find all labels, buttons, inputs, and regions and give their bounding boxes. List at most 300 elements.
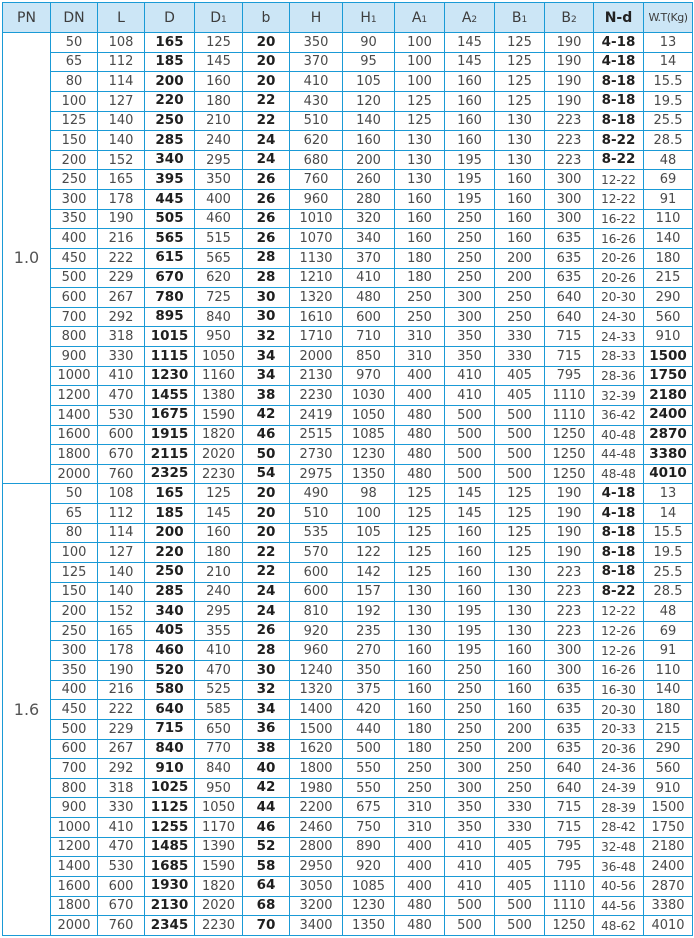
wt-cell: 1500 — [644, 347, 693, 367]
b-cell: 24 — [243, 150, 290, 170]
b2-cell: 795 — [545, 857, 594, 877]
table-row — [3, 111, 693, 131]
table-row — [3, 837, 693, 857]
d-cell: 1675 — [145, 405, 195, 425]
wt-cell: 28.5 — [644, 582, 693, 602]
h1-cell: 370 — [343, 248, 395, 268]
h-cell: 370 — [290, 52, 343, 72]
h1-cell: 270 — [343, 641, 395, 661]
b-cell: 46 — [243, 818, 290, 838]
dn-cell: 1200 — [51, 837, 98, 857]
b-cell: 20 — [243, 484, 290, 504]
b-cell: 26 — [243, 229, 290, 249]
h-cell: 2419 — [290, 405, 343, 425]
wt-cell: 180 — [644, 248, 693, 268]
h1-cell: 375 — [343, 680, 395, 700]
d-cell: 445 — [145, 190, 195, 210]
b-cell: 28 — [243, 641, 290, 661]
b2-cell: 715 — [545, 327, 594, 347]
d1-cell: 145 — [195, 504, 243, 524]
h-cell: 2230 — [290, 386, 343, 406]
wt-cell: 4010 — [644, 464, 693, 484]
b1-cell: 130 — [495, 150, 545, 170]
dn-cell: 50 — [51, 33, 98, 53]
header-h: H — [290, 3, 343, 33]
b-cell: 32 — [243, 680, 290, 700]
header-nd: N-d — [594, 3, 644, 33]
h-cell: 2460 — [290, 818, 343, 838]
table-row — [3, 464, 693, 484]
table-row — [3, 307, 693, 327]
a1-cell: 180 — [395, 739, 445, 759]
dn-cell: 500 — [51, 719, 98, 739]
a1-cell: 125 — [395, 562, 445, 582]
d-cell: 405 — [145, 621, 195, 641]
header-d1: D1 — [195, 3, 243, 33]
h-cell: 535 — [290, 523, 343, 543]
nd-cell: 8-18 — [594, 72, 644, 92]
d-cell: 185 — [145, 504, 195, 524]
wt-cell: 2180 — [644, 837, 693, 857]
a2-cell: 500 — [445, 464, 495, 484]
wt-cell: 2870 — [644, 876, 693, 896]
a1-cell: 125 — [395, 91, 445, 111]
nd-cell: 32-48 — [594, 837, 644, 857]
b-cell: 64 — [243, 876, 290, 896]
nd-cell: 8-18 — [594, 111, 644, 131]
d1-cell: 210 — [195, 562, 243, 582]
wt-cell: 13 — [644, 484, 693, 504]
h1-cell: 1230 — [343, 445, 395, 465]
h-cell: 2130 — [290, 366, 343, 386]
d1-cell: 565 — [195, 248, 243, 268]
b-cell: 22 — [243, 562, 290, 582]
b2-cell: 190 — [545, 484, 594, 504]
dn-cell: 125 — [51, 562, 98, 582]
b-cell: 34 — [243, 700, 290, 720]
b2-cell: 223 — [545, 602, 594, 622]
header-row — [3, 3, 693, 33]
a1-cell: 130 — [395, 170, 445, 190]
wt-cell: 14 — [644, 504, 693, 524]
b2-cell: 1250 — [545, 445, 594, 465]
b2-cell: 223 — [545, 150, 594, 170]
wt-cell: 48 — [644, 150, 693, 170]
header-b: b — [243, 3, 290, 33]
h1-cell: 350 — [343, 661, 395, 681]
d1-cell: 2020 — [195, 896, 243, 916]
table-row — [3, 52, 693, 72]
wt-cell: 2870 — [644, 425, 693, 445]
a1-cell: 180 — [395, 268, 445, 288]
b1-cell: 200 — [495, 268, 545, 288]
d1-cell: 1170 — [195, 818, 243, 838]
a1-cell: 250 — [395, 759, 445, 779]
d-cell: 200 — [145, 523, 195, 543]
pn-cell: 1.0 — [3, 33, 51, 484]
wt-cell: 3380 — [644, 896, 693, 916]
d-cell: 615 — [145, 248, 195, 268]
l-cell: 222 — [98, 700, 145, 720]
b1-cell: 200 — [495, 739, 545, 759]
table-row — [3, 582, 693, 602]
l-cell: 330 — [98, 798, 145, 818]
b2-cell: 635 — [545, 700, 594, 720]
b2-cell: 1110 — [545, 386, 594, 406]
d1-cell: 180 — [195, 543, 243, 563]
l-cell: 140 — [98, 562, 145, 582]
nd-cell: 24-39 — [594, 778, 644, 798]
b2-cell: 715 — [545, 798, 594, 818]
b2-cell: 1250 — [545, 464, 594, 484]
b-cell: 22 — [243, 111, 290, 131]
a1-cell: 310 — [395, 327, 445, 347]
h1-cell: 192 — [343, 602, 395, 622]
table-row — [3, 190, 693, 210]
d1-cell: 460 — [195, 209, 243, 229]
nd-cell: 4-18 — [594, 52, 644, 72]
b1-cell: 160 — [495, 229, 545, 249]
h1-cell: 1085 — [343, 425, 395, 445]
wt-cell: 290 — [644, 739, 693, 759]
l-cell: 190 — [98, 661, 145, 681]
dn-cell: 350 — [51, 661, 98, 681]
dn-cell: 50 — [51, 484, 98, 504]
a2-cell: 160 — [445, 111, 495, 131]
b-cell: 20 — [243, 523, 290, 543]
b-cell: 26 — [243, 209, 290, 229]
l-cell: 114 — [98, 72, 145, 92]
table-row — [3, 229, 693, 249]
d1-cell: 1380 — [195, 386, 243, 406]
l-cell: 600 — [98, 425, 145, 445]
wt-cell: 560 — [644, 759, 693, 779]
d1-cell: 585 — [195, 700, 243, 720]
table-row — [3, 288, 693, 308]
nd-cell: 8-18 — [594, 91, 644, 111]
d1-cell: 355 — [195, 621, 243, 641]
l-cell: 165 — [98, 170, 145, 190]
b1-cell: 125 — [495, 72, 545, 92]
l-cell: 108 — [98, 484, 145, 504]
a1-cell: 180 — [395, 719, 445, 739]
table-row — [3, 347, 693, 367]
nd-cell: 44-48 — [594, 445, 644, 465]
table-row — [3, 798, 693, 818]
d1-cell: 295 — [195, 150, 243, 170]
a1-cell: 250 — [395, 288, 445, 308]
header-a2: A2 — [445, 3, 495, 33]
a2-cell: 350 — [445, 798, 495, 818]
table-row — [3, 33, 693, 53]
b1-cell: 130 — [495, 562, 545, 582]
h1-cell: 1085 — [343, 876, 395, 896]
b-cell: 20 — [243, 504, 290, 524]
d-cell: 1015 — [145, 327, 195, 347]
b2-cell: 715 — [545, 347, 594, 367]
h1-cell: 550 — [343, 759, 395, 779]
d1-cell: 1050 — [195, 347, 243, 367]
h1-cell: 600 — [343, 307, 395, 327]
b1-cell: 250 — [495, 288, 545, 308]
table-row — [3, 896, 693, 916]
d-cell: 185 — [145, 52, 195, 72]
b2-cell: 300 — [545, 641, 594, 661]
b-cell: 50 — [243, 445, 290, 465]
d-cell: 285 — [145, 131, 195, 151]
table-row — [3, 759, 693, 779]
nd-cell: 8-22 — [594, 582, 644, 602]
header-a1: A1 — [395, 3, 445, 33]
wt-cell: 215 — [644, 719, 693, 739]
h1-cell: 105 — [343, 523, 395, 543]
h1-cell: 200 — [343, 150, 395, 170]
h1-cell: 750 — [343, 818, 395, 838]
a1-cell: 130 — [395, 621, 445, 641]
b1-cell: 405 — [495, 366, 545, 386]
wt-cell: 180 — [644, 700, 693, 720]
h-cell: 510 — [290, 504, 343, 524]
h1-cell: 1030 — [343, 386, 395, 406]
d1-cell: 770 — [195, 739, 243, 759]
a2-cell: 350 — [445, 347, 495, 367]
nd-cell: 12-26 — [594, 641, 644, 661]
dn-cell: 1200 — [51, 386, 98, 406]
table-row — [3, 366, 693, 386]
d1-cell: 840 — [195, 759, 243, 779]
nd-cell: 16-26 — [594, 661, 644, 681]
table-row — [3, 876, 693, 896]
d-cell: 840 — [145, 739, 195, 759]
b-cell: 30 — [243, 661, 290, 681]
h1-cell: 90 — [343, 33, 395, 53]
b-cell: 26 — [243, 621, 290, 641]
l-cell: 222 — [98, 248, 145, 268]
d-cell: 250 — [145, 562, 195, 582]
l-cell: 600 — [98, 876, 145, 896]
a2-cell: 350 — [445, 327, 495, 347]
h1-cell: 890 — [343, 837, 395, 857]
l-cell: 229 — [98, 268, 145, 288]
d-cell: 2130 — [145, 896, 195, 916]
a1-cell: 160 — [395, 680, 445, 700]
a2-cell: 145 — [445, 52, 495, 72]
h-cell: 920 — [290, 621, 343, 641]
b2-cell: 190 — [545, 523, 594, 543]
a1-cell: 310 — [395, 818, 445, 838]
header-b1: B1 — [495, 3, 545, 33]
nd-cell: 16-30 — [594, 680, 644, 700]
dn-cell: 700 — [51, 759, 98, 779]
b-cell: 34 — [243, 366, 290, 386]
d1-cell: 2230 — [195, 916, 243, 936]
h-cell: 570 — [290, 543, 343, 563]
b1-cell: 250 — [495, 778, 545, 798]
h-cell: 2975 — [290, 464, 343, 484]
wt-cell: 28.5 — [644, 131, 693, 151]
a1-cell: 400 — [395, 366, 445, 386]
l-cell: 152 — [98, 602, 145, 622]
wt-cell: 2400 — [644, 405, 693, 425]
h1-cell: 140 — [343, 111, 395, 131]
a1-cell: 130 — [395, 602, 445, 622]
a1-cell: 160 — [395, 700, 445, 720]
a1-cell: 125 — [395, 504, 445, 524]
a1-cell: 100 — [395, 52, 445, 72]
b-cell: 20 — [243, 72, 290, 92]
nd-cell: 20-30 — [594, 288, 644, 308]
b-cell: 30 — [243, 288, 290, 308]
d-cell: 895 — [145, 307, 195, 327]
h-cell: 3200 — [290, 896, 343, 916]
b1-cell: 160 — [495, 641, 545, 661]
a1-cell: 160 — [395, 190, 445, 210]
b1-cell: 200 — [495, 248, 545, 268]
l-cell: 216 — [98, 680, 145, 700]
h-cell: 600 — [290, 562, 343, 582]
l-cell: 190 — [98, 209, 145, 229]
d-cell: 460 — [145, 641, 195, 661]
a2-cell: 195 — [445, 170, 495, 190]
a2-cell: 300 — [445, 288, 495, 308]
b2-cell: 715 — [545, 818, 594, 838]
a2-cell: 500 — [445, 425, 495, 445]
h1-cell: 100 — [343, 504, 395, 524]
a2-cell: 250 — [445, 700, 495, 720]
h-cell: 1210 — [290, 268, 343, 288]
a2-cell: 250 — [445, 719, 495, 739]
b1-cell: 130 — [495, 131, 545, 151]
nd-cell: 48-48 — [594, 464, 644, 484]
a2-cell: 250 — [445, 248, 495, 268]
l-cell: 114 — [98, 523, 145, 543]
header-dn: DN — [51, 3, 98, 33]
a2-cell: 160 — [445, 91, 495, 111]
nd-cell: 8-18 — [594, 523, 644, 543]
a1-cell: 310 — [395, 347, 445, 367]
a2-cell: 500 — [445, 405, 495, 425]
b-cell: 24 — [243, 131, 290, 151]
b1-cell: 130 — [495, 602, 545, 622]
wt-cell: 2180 — [644, 386, 693, 406]
b1-cell: 500 — [495, 896, 545, 916]
nd-cell: 8-18 — [594, 543, 644, 563]
l-cell: 530 — [98, 857, 145, 877]
h1-cell: 675 — [343, 798, 395, 818]
a1-cell: 250 — [395, 307, 445, 327]
b-cell: 38 — [243, 739, 290, 759]
wt-cell: 15.5 — [644, 72, 693, 92]
dn-cell: 1400 — [51, 405, 98, 425]
h1-cell: 105 — [343, 72, 395, 92]
h-cell: 2000 — [290, 347, 343, 367]
table-row — [3, 72, 693, 92]
b-cell: 24 — [243, 602, 290, 622]
d1-cell: 2020 — [195, 445, 243, 465]
b-cell: 40 — [243, 759, 290, 779]
b2-cell: 1250 — [545, 916, 594, 936]
b-cell: 26 — [243, 190, 290, 210]
a1-cell: 130 — [395, 131, 445, 151]
h1-cell: 122 — [343, 543, 395, 563]
l-cell: 267 — [98, 739, 145, 759]
h1-cell: 1350 — [343, 916, 395, 936]
d-cell: 565 — [145, 229, 195, 249]
a2-cell: 250 — [445, 229, 495, 249]
d-cell: 1025 — [145, 778, 195, 798]
nd-cell: 44-56 — [594, 896, 644, 916]
l-cell: 292 — [98, 307, 145, 327]
b2-cell: 223 — [545, 111, 594, 131]
b1-cell: 130 — [495, 111, 545, 131]
d-cell: 2325 — [145, 464, 195, 484]
table-row — [3, 602, 693, 622]
a1-cell: 480 — [395, 425, 445, 445]
b1-cell: 160 — [495, 700, 545, 720]
wt-cell: 110 — [644, 209, 693, 229]
table-row — [3, 504, 693, 524]
wt-cell: 140 — [644, 680, 693, 700]
l-cell: 108 — [98, 33, 145, 53]
b1-cell: 125 — [495, 484, 545, 504]
nd-cell: 24-36 — [594, 759, 644, 779]
d-cell: 285 — [145, 582, 195, 602]
dn-cell: 65 — [51, 52, 98, 72]
h-cell: 1980 — [290, 778, 343, 798]
header-d: D — [145, 3, 195, 33]
a2-cell: 350 — [445, 818, 495, 838]
dn-cell: 900 — [51, 798, 98, 818]
d-cell: 1915 — [145, 425, 195, 445]
h1-cell: 410 — [343, 268, 395, 288]
d1-cell: 1590 — [195, 405, 243, 425]
h1-cell: 440 — [343, 719, 395, 739]
h-cell: 1800 — [290, 759, 343, 779]
a1-cell: 480 — [395, 896, 445, 916]
a1-cell: 100 — [395, 72, 445, 92]
b1-cell: 500 — [495, 425, 545, 445]
b1-cell: 405 — [495, 837, 545, 857]
d1-cell: 240 — [195, 131, 243, 151]
wt-cell: 48 — [644, 602, 693, 622]
table-row — [3, 916, 693, 936]
a1-cell: 310 — [395, 798, 445, 818]
a2-cell: 160 — [445, 582, 495, 602]
h1-cell: 1230 — [343, 896, 395, 916]
d1-cell: 1590 — [195, 857, 243, 877]
d-cell: 250 — [145, 111, 195, 131]
d1-cell: 1390 — [195, 837, 243, 857]
a1-cell: 480 — [395, 916, 445, 936]
nd-cell: 12-22 — [594, 602, 644, 622]
h1-cell: 710 — [343, 327, 395, 347]
wt-cell: 25.5 — [644, 562, 693, 582]
d1-cell: 240 — [195, 582, 243, 602]
wt-cell: 1750 — [644, 818, 693, 838]
dn-cell: 65 — [51, 504, 98, 524]
nd-cell: 40-56 — [594, 876, 644, 896]
table-row — [3, 484, 693, 504]
a1-cell: 400 — [395, 386, 445, 406]
b1-cell: 405 — [495, 386, 545, 406]
l-cell: 670 — [98, 896, 145, 916]
table-row — [3, 562, 693, 582]
b-cell: 22 — [243, 543, 290, 563]
d-cell: 1685 — [145, 857, 195, 877]
h1-cell: 420 — [343, 700, 395, 720]
d1-cell: 525 — [195, 680, 243, 700]
b1-cell: 125 — [495, 91, 545, 111]
